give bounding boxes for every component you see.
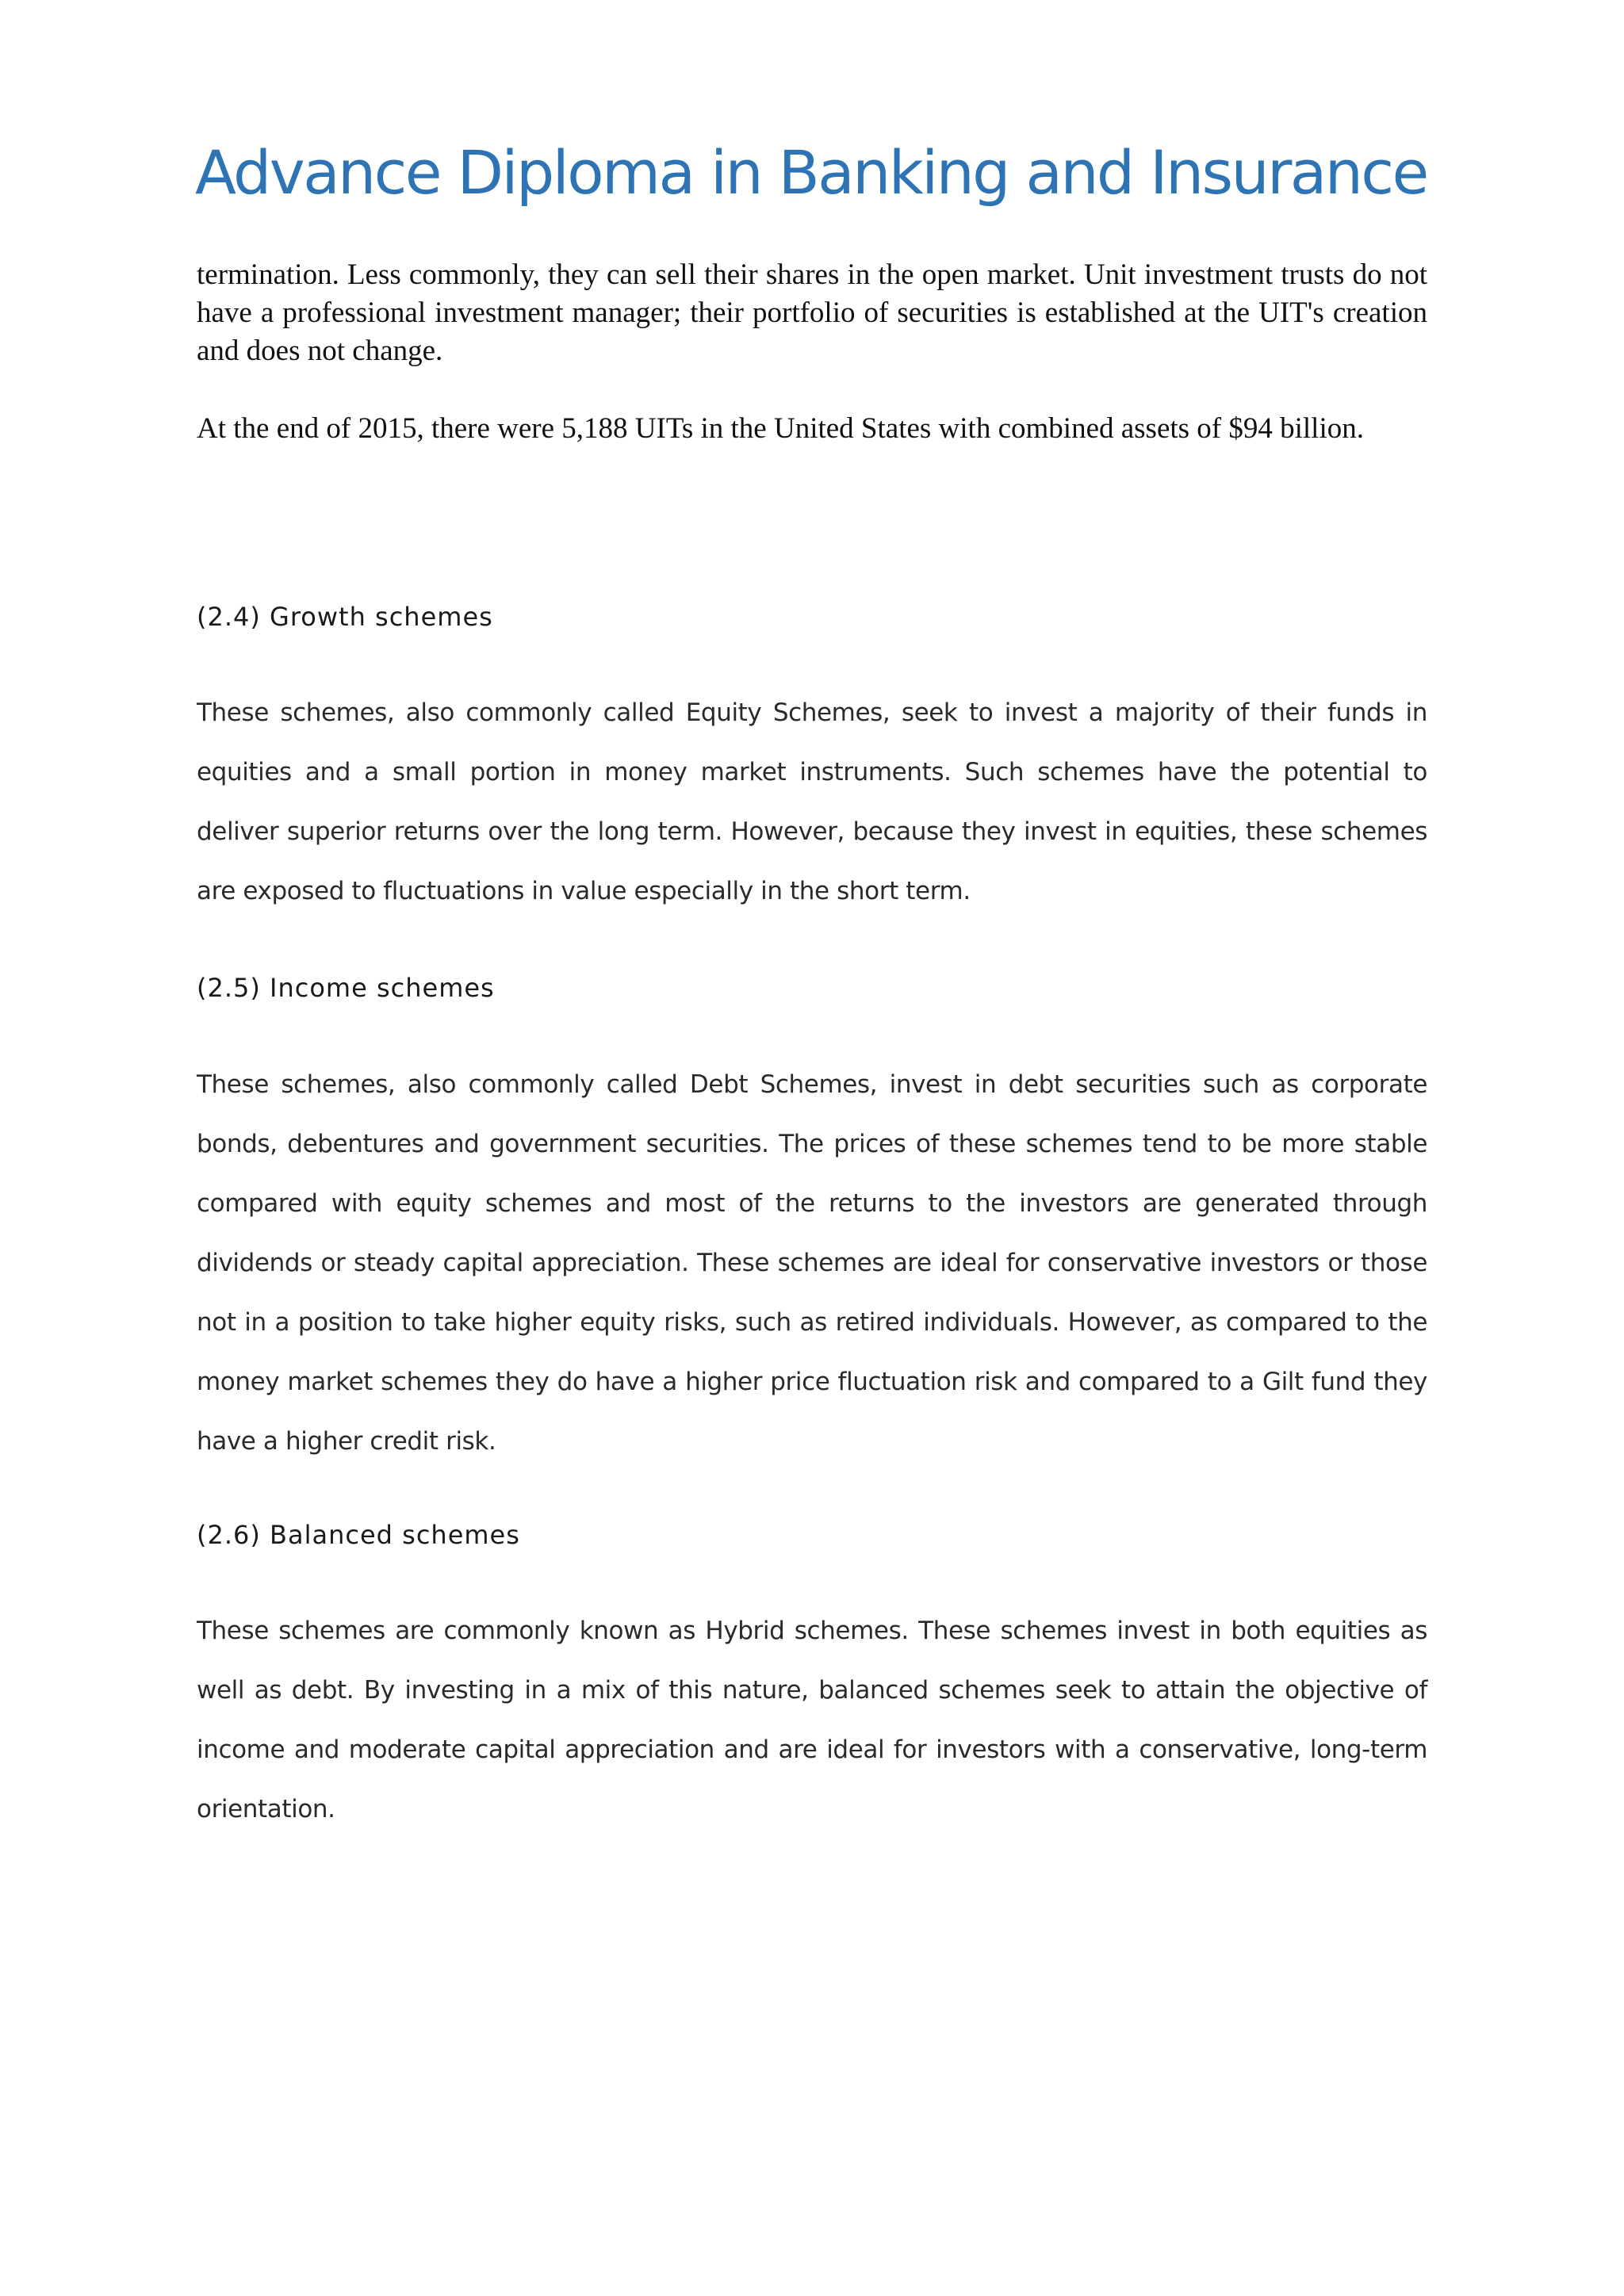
section-heading-growth-schemes: (2.4) Growth schemes xyxy=(197,602,493,632)
section-heading-income-schemes: (2.5) Income schemes xyxy=(197,973,495,1003)
statistics-paragraph: At the end of 2015, there were 5,188 UITs in the United States with combined assets of $94 billion. xyxy=(197,412,1364,445)
section-body-growth-schemes: These schemes, also commonly called Equity Schemes, seek to invest a majority of their funds in equities and a small portion in money market instruments. Such schemes have the potential to deliver superior returns over the long term. However, because they invest in equities, these schemes are exposed to fluctuations in value especially in the short term. xyxy=(197,698,1427,905)
intro-paragraph: termination. Less commonly, they can sell their shares in the open market. Unit investment trusts do not have a professional investment manager; their portfolio of securities is established at the UIT's creation and does not change. xyxy=(197,258,1427,367)
section-body-balanced-schemes: These schemes are commonly known as Hybrid schemes. These schemes invest in both equities as well as debt. By investing in a mix of this nature, balanced schemes seek to attain the objective of income and moderate capital appreciation and are ideal for investors with a conservative, long-term orientation. xyxy=(197,1617,1427,1823)
section-body-income-schemes: These schemes, also commonly called Debt Schemes, invest in debt securities such as corporate bonds, debentures and government securities. The prices of these schemes tend to be more stable compared with equity schemes and most of the returns to the investors are generated through dividends or steady capital appreciation. These schemes are ideal for conservative investors or those not in a position to take higher equity risks, such as retired individuals. However, as compared to the money market schemes they do have a higher price fluctuation risk and compared to a Gilt fund they have a higher credit risk. xyxy=(197,1070,1427,1456)
section-heading-balanced-schemes: (2.6) Balanced schemes xyxy=(197,1520,520,1550)
page-header-title: Advance Diploma in Banking and Insurance xyxy=(195,137,1427,208)
